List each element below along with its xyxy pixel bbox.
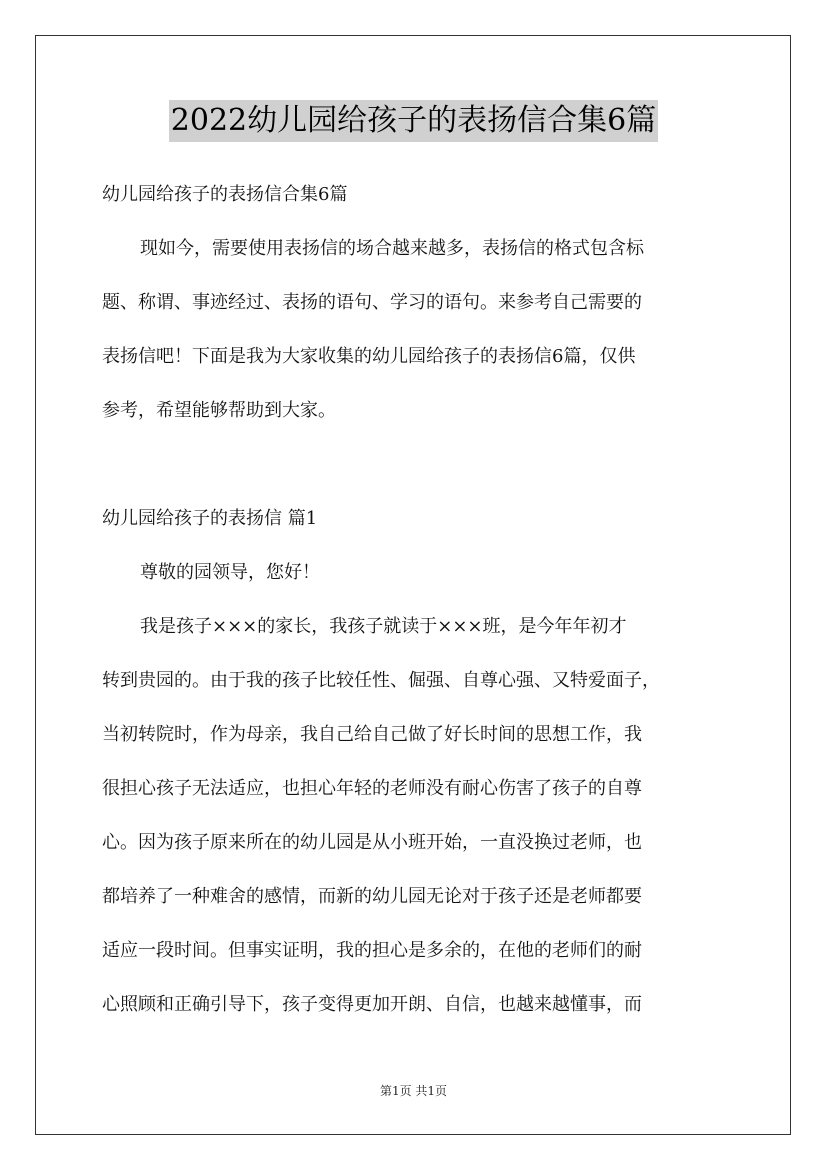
section-heading: 幼儿园给孩子的表扬信 篇1 <box>102 508 318 529</box>
page-footer: 第1页 共1页 <box>379 1084 448 1098</box>
intro-line: 参考，希望能够帮助到大家。 <box>102 400 336 421</box>
body-line: 我是孩子×××的家长，我孩子就读于×××班，是今年年初才 <box>140 616 627 637</box>
title-wrap <box>0 100 827 142</box>
intro-line: 表扬信吧！下面是我为大家收集的幼儿园给孩子的表扬信6篇，仅供 <box>102 346 636 367</box>
intro-line: 现如今，需要使用表扬信的场合越来越多，表扬信的格式包含标 <box>140 238 644 259</box>
greeting: 尊敬的园领导，您好！ <box>140 562 320 583</box>
body-line: 很担心孩子无法适应，也担心年轻的老师没有耐心伤害了孩子的自尊 <box>102 778 642 799</box>
intro-line: 题、称谓、事迹经过、表扬的语句、学习的语句。来参考自己需要的 <box>102 292 642 313</box>
document-subtitle: 幼儿园给孩子的表扬信合集6篇 <box>102 184 348 205</box>
body-line: 当初转院时，作为母亲，我自己给自己做了好长时间的思想工作，我 <box>102 724 642 745</box>
document-title: 2022幼儿园给孩子的表扬信合集6篇 <box>169 100 658 142</box>
body-line: 心。因为孩子原来所在的幼儿园是从小班开始，一直没换过老师，也 <box>102 832 642 853</box>
body-line: 心照顾和正确引导下，孩子变得更加开朗、自信，也越来越懂事，而 <box>102 994 642 1015</box>
body-line: 都培养了一种难舍的感情，而新的幼儿园无论对于孩子还是老师都要 <box>102 886 642 907</box>
body-line: 适应一段时间。但事实证明，我的担心是多余的，在他的老师们的耐 <box>102 940 642 961</box>
body-line: 转到贵园的。由于我的孩子比较任性、倔强、自尊心强、又特爱面子， <box>102 670 660 691</box>
